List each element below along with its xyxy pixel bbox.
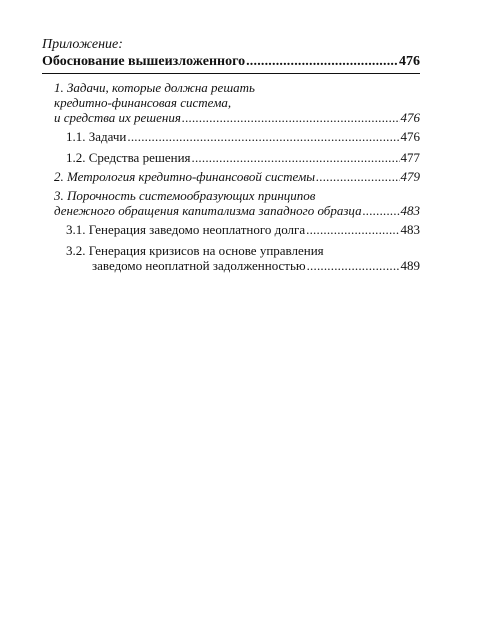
dot-leader [316,169,399,184]
dot-leader [363,203,400,218]
dot-leader [246,54,398,70]
toc-page-number: 477 [400,150,420,165]
toc-entry-1-1 [66,129,420,144]
dot-leader [127,129,399,144]
toc-entry-1-2 [66,150,420,165]
toc-page-number: 476 [400,110,420,125]
toc-page-number: 483 [400,222,420,237]
dot-leader [182,110,400,125]
toc-page-number: 489 [400,258,420,273]
toc-page-number: 476 [400,129,420,144]
appendix-heading: Приложение: [42,37,123,52]
toc-entry-1-line-2: кредитно-финансовая система, [54,95,232,110]
toc-entry-1 [54,110,420,125]
toc-entry-title: 1.2. Средства решения [66,150,191,165]
toc-page-number: 483 [400,203,420,218]
toc-entry-main [42,54,420,74]
toc-entry-title: денежного обращения капитализма западного образца [54,203,362,218]
toc-entry-title: Обоснование вышеизложенного [42,54,246,69]
toc-entry-title: 1.1. Задачи [66,129,127,144]
toc-entry-3-line-1: 3. Порочность системообразующих принципов [54,188,316,203]
toc-entry-title: 3.1. Генерация заведомо неоплатного долга [66,222,306,237]
table-of-contents [42,37,420,273]
toc-entry-3-2-line-1: 3.2. Генерация кризисов на основе управления [66,243,324,258]
toc-entry-3-1 [66,222,420,237]
dot-leader [192,150,400,165]
toc-entry-1-line-1: 1. Задачи, которые должна решать [54,80,255,95]
dot-leader [306,222,399,237]
toc-entry-2 [54,169,420,184]
toc-page-number: 476 [399,54,420,69]
toc-entry-3-2 [92,258,420,273]
toc-entry-3 [54,203,420,218]
toc-entry-title: 2. Метрология кредитно-финансовой системы [54,169,316,184]
toc-page-number: 479 [400,169,420,184]
dot-leader [307,258,400,273]
toc-entry-title: заведомо неоплатной задолженностью [92,258,306,273]
toc-entry-title: и средства их решения [54,110,181,125]
